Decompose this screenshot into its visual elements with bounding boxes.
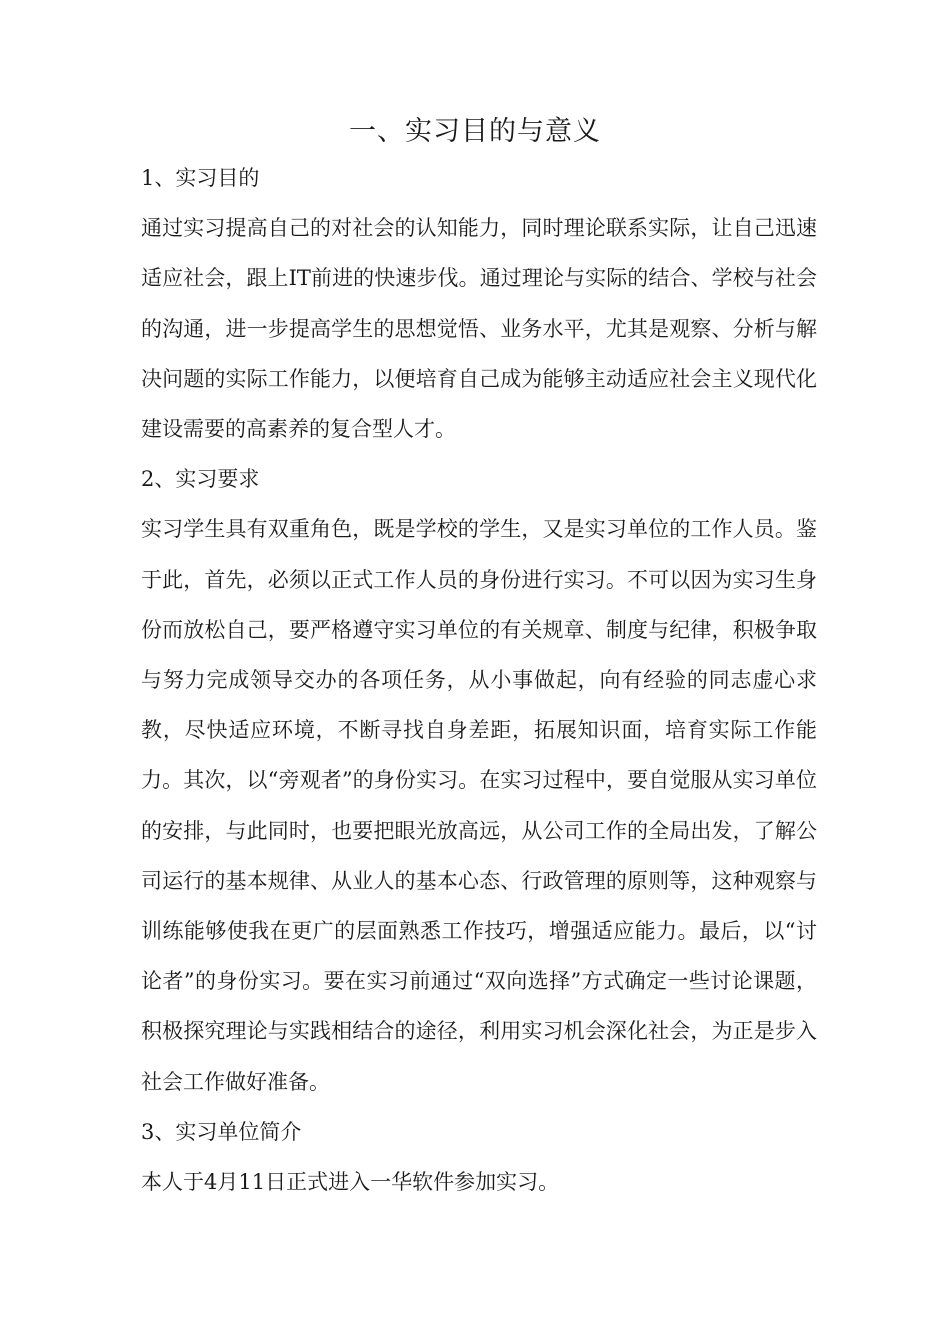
section-body-purpose: 通过实习提高自己的对社会的认知能力，同时理论联系实际，让自己迅速适应社会，跟上IT前进的快速步伐。通过理论与实际的结合、学校与社会的沟通，进一步提高学生的思想觉悟、业务水平，尤其是观察、分析与解决问题的实际工作能力，以便培育自己成为能够主动适应社会主义现代化建设需要的高素养的复合型人才。 (141, 216, 817, 442)
section-heading-requirements: 2、实习要求 (141, 467, 260, 492)
section-heading-company-intro: 3、实习单位简介 (141, 1119, 302, 1144)
section-body-requirements: 实习学生具有双重角色，既是学校的学生，又是实习单位的工作人员。鉴于此，首先，必须以正式工作人员的身份进行实习。不可以因为实习生身份而放松自己，要严格遵守实习单位的有关规章、制度与纪律，积极争取与努力完成领导交办的各项任务，从小事做起，向有经验的同志虚心求教，尽快适应环境，不断寻找自身差距，拓展知识面，培育实际工作能力。其次，以“旁观者”的身份实习。在实习过程中，要自觉服从实习单位的安排，与此同时，也要把眼光放高远，从公司工作的全局出发，了解公司运行的基本规律、从业人的基本心态、行政管理的原则等，这种观察与训练能够使我在更广的层面熟悉工作技巧，增强适应能力。最后，以“讨论者”的身份实习。要在实习前通过“双向选择”方式确定一些讨论课题，积极探究理论与实践相结合的途径，利用实习机会深化社会，为正是步入社会工作做好准备。 (141, 517, 817, 1094)
section-heading-purpose: 1、实习目的 (141, 166, 260, 190)
section-body-company-intro: 本人于4月11日正式进入一华软件参加实习。 (141, 1170, 560, 1195)
document-body (141, 153, 817, 1207)
document-title: 一、实习目的与意义 (349, 116, 601, 147)
